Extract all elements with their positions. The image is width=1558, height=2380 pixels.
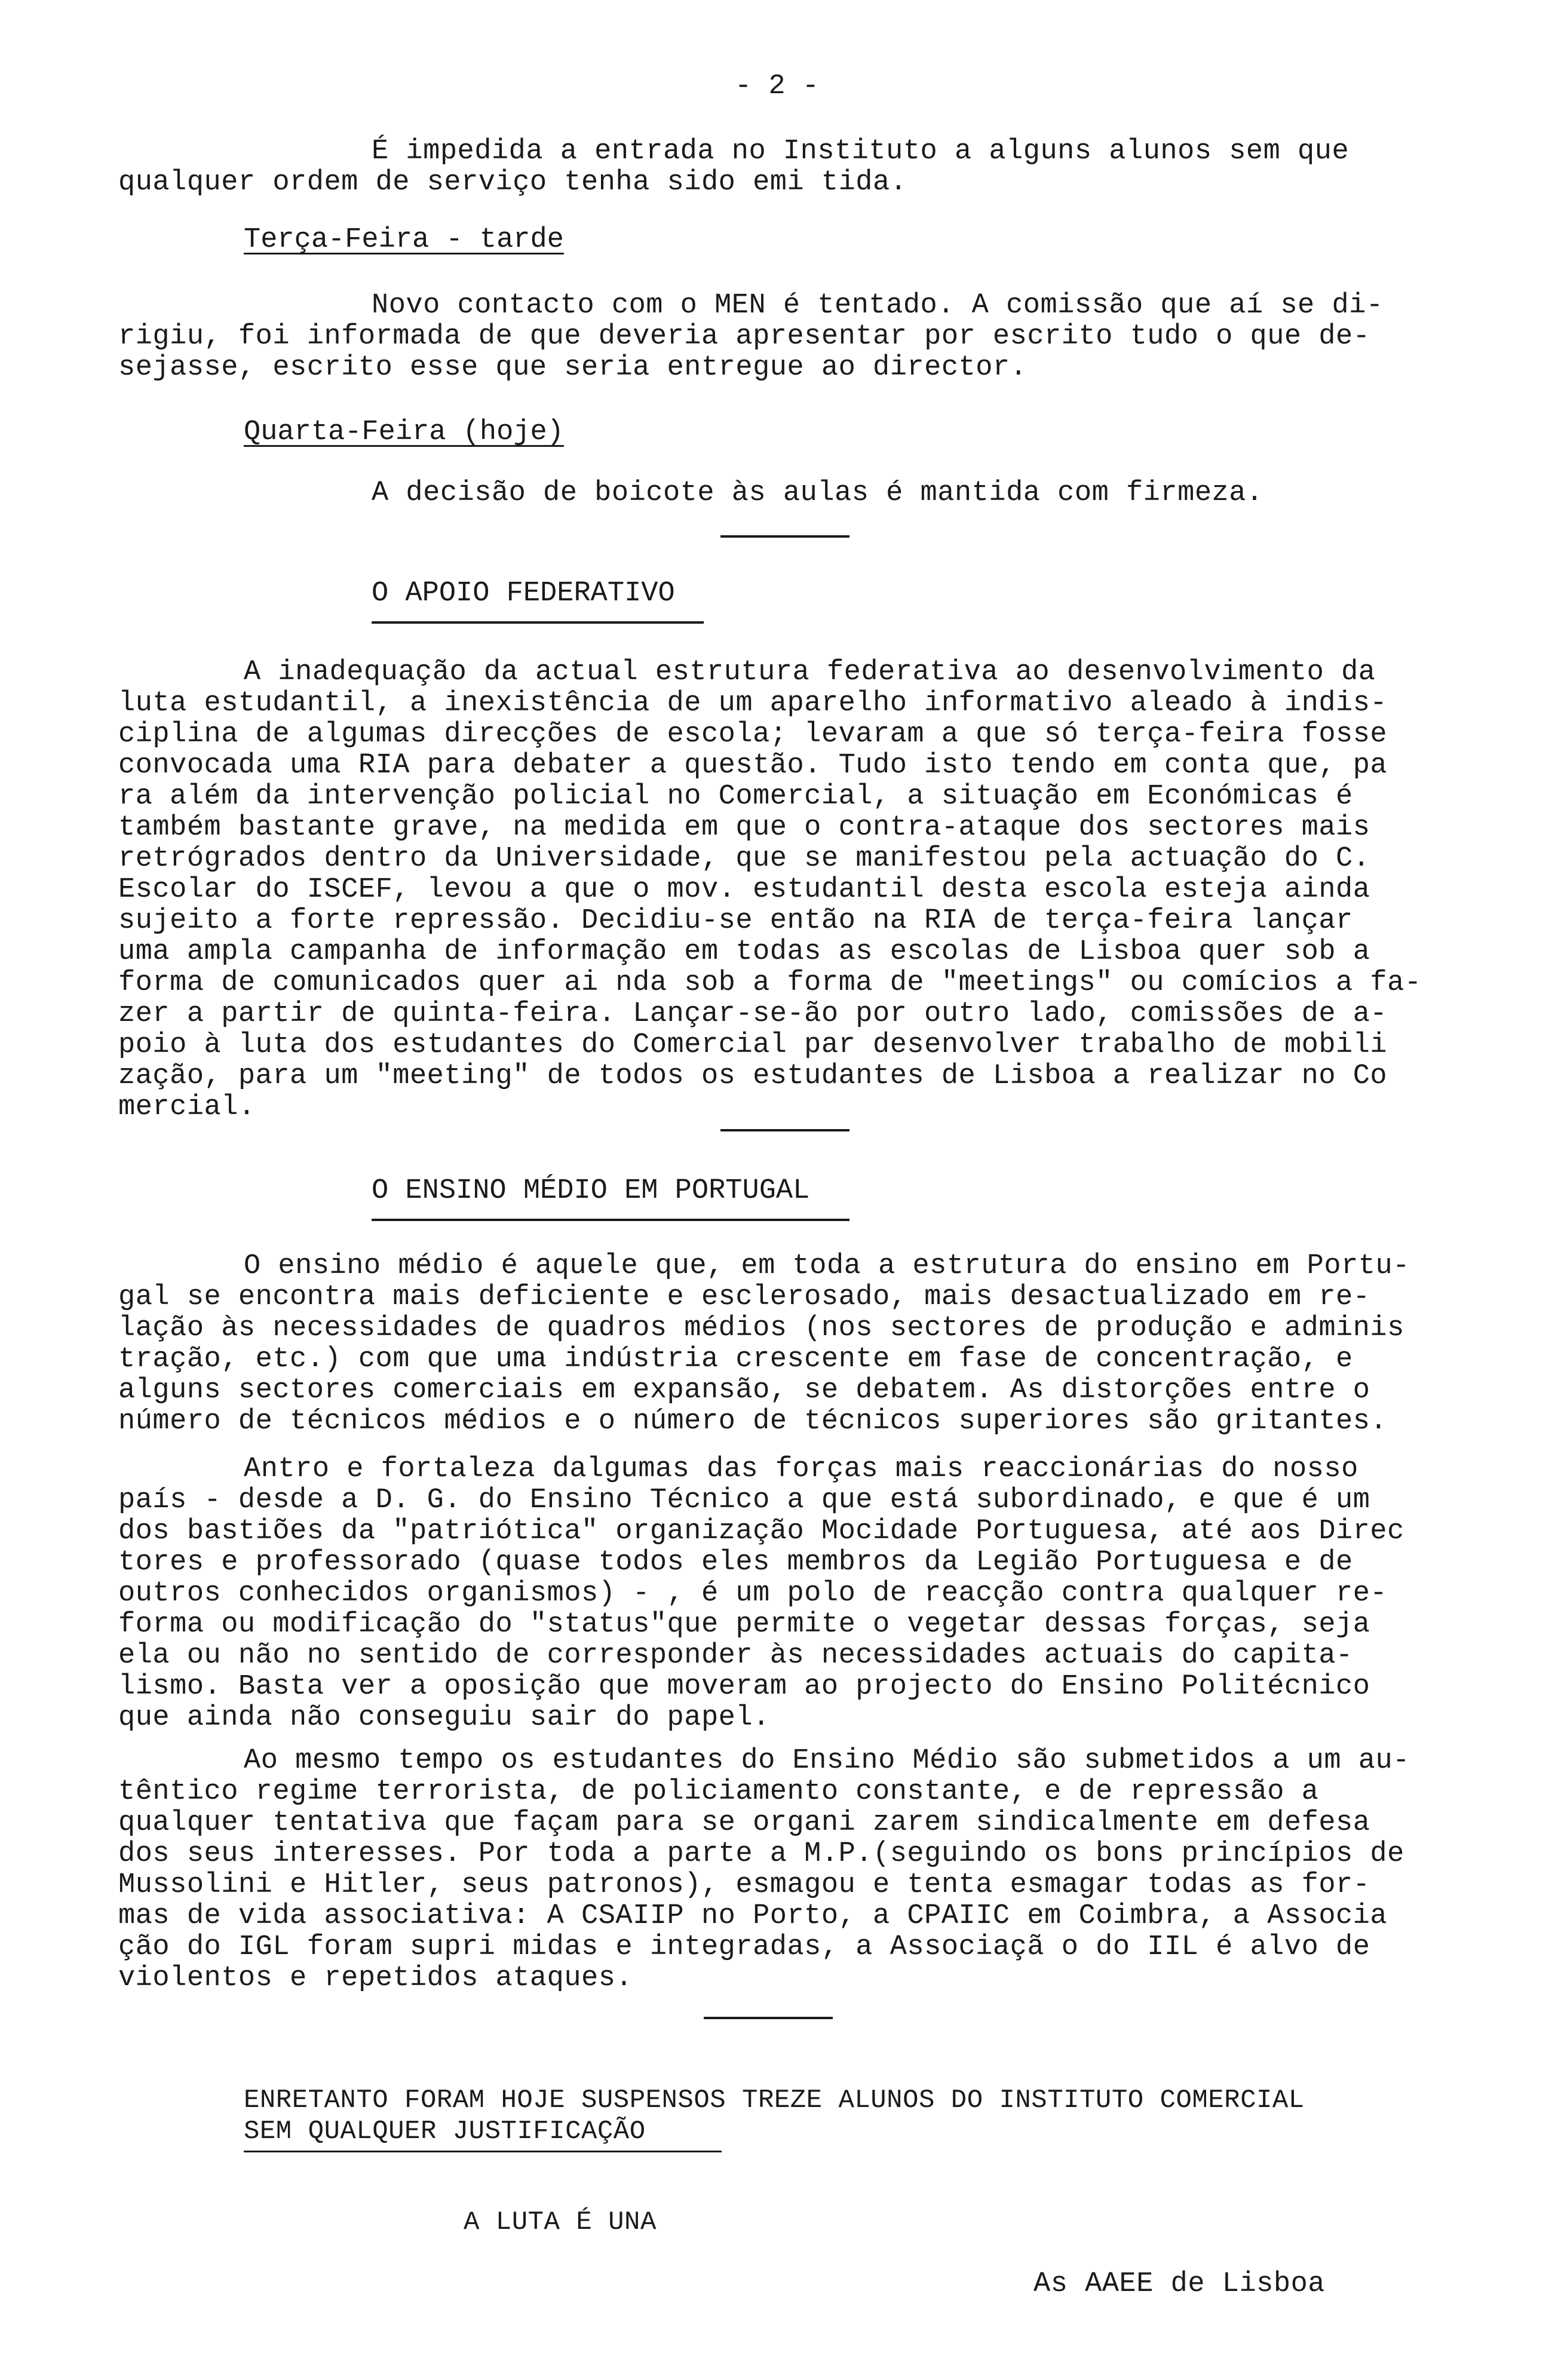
apoio-line-11: forma de comunicados quer ai nda sob a forma de "meetings" ou comícios a fa- — [118, 967, 1422, 999]
apoio-line-12: zer a partir de quinta-feira. Lançar-se-ão por outro lado, comissões de a- — [118, 998, 1388, 1030]
apoio-line-15: mercial. — [118, 1091, 256, 1123]
tuesday-line-3: sejasse, escrito esse que seria entregue ao director. — [118, 352, 1028, 384]
ensino-p2-line-8: lismo. Basta ver a oposição que moveram ao projecto do Ensino Politécnico — [118, 1671, 1370, 1703]
apoio-line-13: poio à luta dos estudantes do Comercial par desenvolver trabalho de mobili — [118, 1029, 1388, 1061]
tuesday-line-2: rigiu, foi informada de que deveria apresentar por escrito tudo o que de- — [118, 321, 1370, 352]
apoio-line-7: retrógrados dentro da Universidade, que se manifestou pela actuação do C. — [118, 843, 1370, 875]
ensino-p2-line-1: Antro e fortaleza dalgumas das forças mais reaccionárias do nosso — [244, 1453, 1358, 1485]
ensino-p3-line-8: violentos e repetidos ataques. — [118, 1962, 633, 1994]
section-divider — [720, 1129, 849, 1131]
ensino-heading-rule — [372, 1219, 849, 1221]
ensino-p3-line-3: qualquer tentativa que façam para se organi zarem sindicalmente em defesa — [118, 1807, 1370, 1839]
ensino-p2-line-7: ela ou não no sentido de corresponder às necessidades actuais do capita- — [118, 1640, 1353, 1671]
wednesday-line-1: A decisão de boicote às aulas é mantida com firmeza. — [372, 477, 1263, 509]
ensino-p1-line-1: O ensino médio é aquele que, em toda a estrutura do ensino em Portu- — [244, 1250, 1410, 1282]
intro-line-1: É impedida a entrada no Instituto a alguns alunos sem que — [372, 136, 1350, 167]
intro-line-2: qualquer ordem de serviço tenha sido emi tida. — [118, 167, 907, 198]
ensino-p3-line-1: Ao mesmo tempo os estudantes do Ensino Médio são submetidos a um au- — [244, 1745, 1410, 1777]
apoio-line-8: Escolar do ISCEF, levou a que o mov. estudantil desta escola esteja ainda — [118, 874, 1370, 906]
apoio-line-5: ra além da intervenção policial no Comercial, a situação em Económicas é — [118, 781, 1353, 812]
apoio-line-4: convocada uma RIA para debater a questão. Tudo isto tendo em conta que, pa — [118, 750, 1388, 781]
notice-line-2: SEM QUALQUER JUSTIFICAÇÃO — [244, 2117, 646, 2146]
signature: As AAEE de Lisboa — [1033, 2268, 1325, 2300]
tuesday-line-1: Novo contacto com o MEN é tentado. A comissão que aí se di- — [372, 290, 1384, 321]
notice-line-1: ENRETANTO FORAM HOJE SUSPENSOS TREZE ALUNOS DO INSTITUTO COMERCIAL — [244, 2085, 1305, 2115]
section-divider — [720, 535, 849, 538]
apoio-heading-rule — [372, 621, 704, 624]
section-divider — [704, 2017, 833, 2019]
ensino-p3-line-6: mas de vida associativa: A CSAIIP no Porto, a CPAIIC em Coimbra, a Associa — [118, 1900, 1388, 1932]
apoio-line-6: também bastante grave, na medida em que o contra-ataque dos sectores mais — [118, 812, 1370, 844]
ensino-p2-line-9: que ainda não conseguiu sair do papel. — [118, 1702, 770, 1734]
ensino-p2-line-5: outros conhecidos organismos) - , é um polo de reacção contra qualquer re- — [118, 1578, 1388, 1609]
tuesday-heading: Terça-Feira - tarde — [244, 224, 564, 256]
page-number: - 2 - — [735, 70, 820, 102]
ensino-p1-line-6: número de técnicos médios e o número de técnicos superiores são gritantes. — [118, 1406, 1388, 1437]
ensino-p2-line-6: forma ou modificação do "status"que permite o vegetar dessas forças, seja — [118, 1609, 1370, 1640]
ensino-p3-line-4: dos seus interesses. Por toda a parte a M.P.(seguindo os bons princípios de — [118, 1838, 1404, 1870]
apoio-line-14: zação, para um "meeting" de todos os estudantes de Lisboa a realizar no Co — [118, 1060, 1388, 1092]
notice-rule — [244, 2151, 722, 2152]
apoio-line-9: sujeito a forte repressão. Decidiu-se então na RIA de terça-feira lançar — [118, 905, 1353, 937]
apoio-line-1: A inadequação da actual estrutura federativa ao desenvolvimento da — [244, 657, 1376, 688]
ensino-p3-line-2: têntico regime terrorista, de policiamento constante, e de repressão a — [118, 1776, 1319, 1808]
apoio-heading: O APOIO FEDERATIVO — [372, 578, 675, 609]
ensino-p3-line-7: ção do IGL foram supri midas e integradas, a Associaçã o do IIL é alvo de — [118, 1931, 1370, 1963]
ensino-heading: O ENSINO MÉDIO EM PORTUGAL — [372, 1175, 810, 1207]
ensino-p1-line-4: tração, etc.) com que uma indústria crescente em fase de concentração, e — [118, 1344, 1353, 1375]
ensino-p3-line-5: Mussolini e Hitler, seus patronos), esmagou e tenta esmagar todas as for- — [118, 1869, 1370, 1901]
ensino-p1-line-2: gal se encontra mais deficiente e esclerosado, mais desactualizado em re- — [118, 1281, 1370, 1313]
apoio-line-2: luta estudantil, a inexistência de um aparelho informativo aleado à indis- — [118, 688, 1388, 719]
ensino-p2-line-2: país - desde a D. G. do Ensino Técnico a que está subordinado, e que é um — [118, 1485, 1370, 1516]
apoio-line-3: ciplina de algumas direcções de escola; levaram a que só terça-feira fosse — [118, 719, 1388, 750]
apoio-line-10: uma ampla campanha de informação em todas as escolas de Lisboa quer sob a — [118, 936, 1370, 968]
wednesday-heading: Quarta-Feira (hoje) — [244, 416, 564, 448]
ensino-p1-line-3: lação às necessidades de quadros médios (nos sectores de produção e adminis — [118, 1312, 1404, 1344]
ensino-p2-line-4: tores e professorado (quase todos eles membros da Legião Portuguesa e de — [118, 1547, 1353, 1578]
ensino-p1-line-5: alguns sectores comerciais em expansão, se debatem. As distorções entre o — [118, 1375, 1370, 1406]
ensino-p2-line-3: dos bastiões da "patriótica" organização Mocidade Portuguesa, até aos Direc — [118, 1516, 1404, 1547]
slogan: A LUTA É UNA — [464, 2207, 657, 2237]
